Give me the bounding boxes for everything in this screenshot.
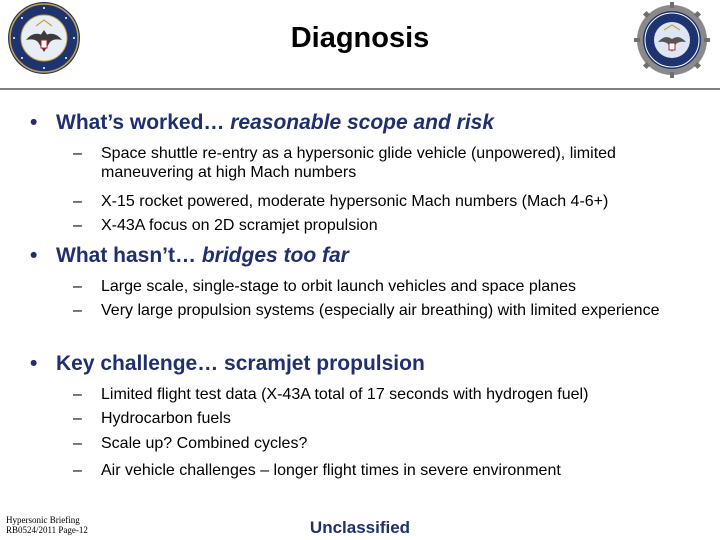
bullet-marker: • [30,111,38,134]
bullet-emphasis: reasonable scope and risk [230,111,495,134]
bullet-whats-worked [30,111,494,135]
list-item [73,192,693,211]
bullet-what-hasnt [30,244,349,268]
dash-marker: – [73,193,82,210]
footer-line-1: Hypersonic Briefing [6,515,80,525]
classification-label: Unclassified [309,518,411,537]
footer-line-2: RB0524/2011 Page-12 [6,525,88,535]
list-item-text: Hydrocarbon fuels [101,410,231,427]
bullet-lead: What hasn’t… [56,244,202,267]
dash-marker: – [73,145,82,162]
bullet-marker: • [30,244,38,267]
bullet-key-challenge [30,352,425,376]
dash-marker: – [73,462,82,479]
list-item [73,144,693,182]
dash-marker: – [73,386,82,403]
list-item [73,434,693,453]
list-item-text: Scale up? Combined cycles? [101,435,308,452]
list-item-text: Space shuttle re-entry as a hypersonic glide vehicle (unpowered), limited maneuvering at high Mach numbers [101,145,616,181]
bullet-lead: Key challenge… scramjet propulsion [56,352,425,375]
list-item-text: Air vehicle challenges – longer flight times in severe environment [101,462,561,479]
dash-marker: – [73,302,82,319]
dash-marker: – [73,217,82,234]
list-item [73,385,693,404]
list-item [73,409,693,428]
dash-marker: – [73,278,82,295]
list-item [73,216,693,235]
title-divider [0,88,720,90]
list-item-text: X-15 rocket powered, moderate hypersonic Mach numbers (Mach 4-6+) [101,193,609,210]
bullet-emphasis: bridges too far [201,244,349,267]
list-item [73,461,693,480]
list-item [73,277,693,296]
list-item-text: X-43A focus on 2D scramjet propulsion [101,217,378,234]
list-item-text: Limited flight test data (X-43A total of 17 seconds with hydrogen fuel) [101,386,589,403]
bullet-marker: • [30,352,38,375]
list-item-text: Large scale, single-stage to orbit launch vehicles and space planes [101,278,576,295]
bullet-lead: What’s worked… [56,111,231,134]
list-item [73,301,693,320]
slide-title: Diagnosis [290,22,430,54]
list-item-text: Very large propulsion systems (especially air breathing) with limited experience [101,302,660,319]
dash-marker: – [73,435,82,452]
dash-marker: – [73,410,82,427]
